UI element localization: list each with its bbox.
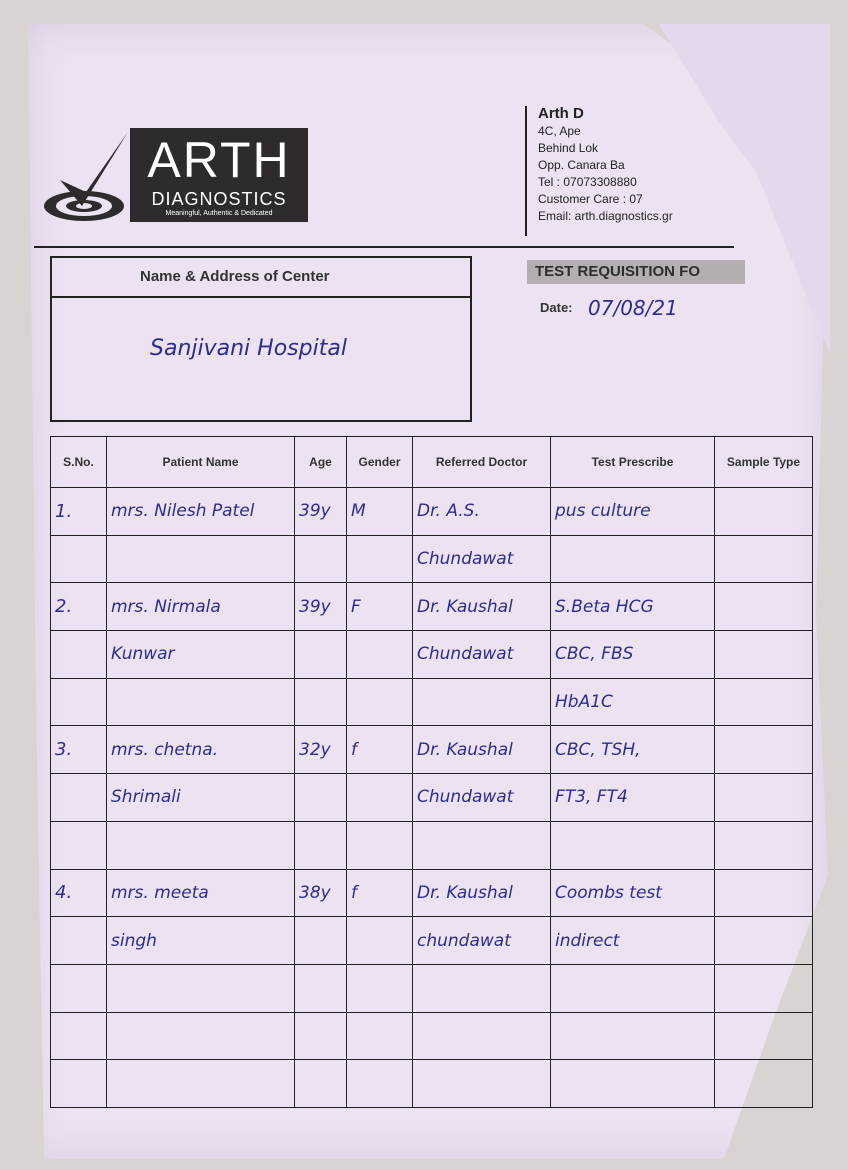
age-cell[interactable]: 38y — [295, 869, 347, 917]
referred-doctor-cell[interactable]: Chundawat — [413, 631, 551, 679]
referred-doctor-cell[interactable] — [413, 964, 551, 1012]
patient-name-cell[interactable]: mrs. chetna. — [107, 726, 295, 774]
arth-logo — [42, 128, 307, 223]
patient-name-cell[interactable] — [107, 535, 295, 583]
header-test-prescribe: Test Prescribe — [551, 437, 715, 488]
logo-name: ARTH — [147, 132, 291, 188]
age-cell[interactable]: 39y — [295, 488, 347, 536]
sno-cell[interactable] — [51, 1060, 107, 1108]
test-prescribe-cell[interactable]: S.Beta HCG — [551, 583, 715, 631]
table-row — [51, 631, 813, 679]
gender-cell[interactable] — [347, 964, 413, 1012]
patient-name-cell[interactable]: mrs. Nilesh Patel — [107, 488, 295, 536]
referred-doctor-cell[interactable] — [413, 821, 551, 869]
gender-cell[interactable] — [347, 1012, 413, 1060]
age-cell[interactable] — [295, 631, 347, 679]
center-name-field[interactable]: Sanjivani Hospital — [150, 336, 347, 361]
test-prescribe-cell[interactable]: indirect — [551, 917, 715, 965]
table-row — [51, 774, 813, 822]
header-rule — [34, 246, 734, 248]
table-row — [51, 1060, 813, 1108]
customer-care-line: Customer Care : 07 — [538, 192, 643, 206]
test-prescribe-cell[interactable]: HbA1C — [551, 678, 715, 726]
gender-cell[interactable]: f — [347, 726, 413, 774]
sno-cell[interactable] — [51, 774, 107, 822]
patient-name-cell[interactable] — [107, 821, 295, 869]
sno-cell[interactable] — [51, 631, 107, 679]
sno-cell[interactable]: 3. — [51, 726, 107, 774]
gender-cell[interactable] — [347, 1060, 413, 1108]
sample-type-cell[interactable] — [715, 917, 813, 965]
logo-wordmark — [130, 128, 308, 222]
gender-cell[interactable]: F — [347, 583, 413, 631]
table-row — [51, 917, 813, 965]
referred-doctor-cell[interactable]: Dr. A.S. — [413, 488, 551, 536]
logo-subtitle: DIAGNOSTICS — [151, 189, 287, 209]
form-title: TEST REQUISITION FO — [527, 260, 745, 284]
age-cell[interactable] — [295, 917, 347, 965]
referred-doctor-cell[interactable]: Dr. Kaushal — [413, 583, 551, 631]
header-sample-type: Sample Type — [715, 437, 813, 488]
patient-name-cell[interactable]: singh — [107, 917, 295, 965]
table-row — [51, 821, 813, 869]
test-prescribe-cell[interactable] — [551, 1060, 715, 1108]
gender-cell[interactable] — [347, 774, 413, 822]
header-divider — [525, 106, 527, 236]
target-check-icon — [42, 128, 132, 223]
age-cell[interactable] — [295, 821, 347, 869]
table-row — [51, 488, 813, 536]
test-prescribe-cell[interactable]: CBC, FBS — [551, 631, 715, 679]
table-row — [51, 535, 813, 583]
header-age: Age — [295, 437, 347, 488]
sample-type-cell[interactable] — [715, 583, 813, 631]
sample-type-cell[interactable] — [715, 488, 813, 536]
age-cell[interactable] — [295, 1012, 347, 1060]
test-prescribe-cell[interactable]: pus culture — [551, 488, 715, 536]
header-referred-doctor: Referred Doctor — [413, 437, 551, 488]
table-header-row — [51, 437, 813, 488]
patient-name-cell[interactable] — [107, 964, 295, 1012]
address-line: Behind Lok — [538, 141, 599, 155]
sno-cell[interactable] — [51, 821, 107, 869]
sno-cell[interactable] — [51, 964, 107, 1012]
referred-doctor-cell[interactable]: Chundawat — [413, 535, 551, 583]
header-sno: S.No. — [51, 437, 107, 488]
sample-type-cell[interactable] — [715, 1012, 813, 1060]
test-prescribe-cell[interactable] — [551, 1012, 715, 1060]
patient-name-cell[interactable]: mrs. Nirmala — [107, 583, 295, 631]
gender-cell[interactable]: f — [347, 869, 413, 917]
gender-cell[interactable] — [347, 678, 413, 726]
table-row — [51, 678, 813, 726]
sno-cell[interactable] — [51, 535, 107, 583]
date-label: Date: — [540, 300, 573, 315]
table-row — [51, 869, 813, 917]
age-cell[interactable]: 39y — [295, 583, 347, 631]
referred-doctor-cell[interactable]: Chundawat — [413, 774, 551, 822]
age-cell[interactable] — [295, 535, 347, 583]
age-cell[interactable] — [295, 774, 347, 822]
patient-table — [50, 436, 813, 1108]
referred-doctor-cell[interactable] — [413, 1060, 551, 1108]
sno-cell[interactable]: 2. — [51, 583, 107, 631]
table-row — [51, 964, 813, 1012]
gender-cell[interactable] — [347, 631, 413, 679]
test-prescribe-cell[interactable]: Coombs test — [551, 869, 715, 917]
gender-cell[interactable] — [347, 917, 413, 965]
patient-name-cell[interactable] — [107, 1012, 295, 1060]
patient-name-cell[interactable]: Kunwar — [107, 631, 295, 679]
referred-doctor-cell[interactable]: chundawat — [413, 917, 551, 965]
gender-cell[interactable] — [347, 821, 413, 869]
patient-name-cell[interactable]: Shrimali — [107, 774, 295, 822]
table-row — [51, 583, 813, 631]
test-prescribe-cell[interactable] — [551, 535, 715, 583]
test-prescribe-cell[interactable] — [551, 964, 715, 1012]
referred-doctor-cell[interactable] — [413, 1012, 551, 1060]
sno-cell[interactable] — [51, 917, 107, 965]
gender-cell[interactable]: M — [347, 488, 413, 536]
age-cell[interactable] — [295, 678, 347, 726]
referred-doctor-cell[interactable]: Dr. Kaushal — [413, 869, 551, 917]
sno-cell[interactable]: 4. — [51, 869, 107, 917]
date-field[interactable]: 07/08/21 — [588, 296, 678, 320]
age-cell[interactable] — [295, 964, 347, 1012]
sample-type-cell[interactable] — [715, 726, 813, 774]
sno-cell[interactable] — [51, 1012, 107, 1060]
header-gender: Gender — [347, 437, 413, 488]
gender-cell[interactable] — [347, 535, 413, 583]
contact-block — [538, 104, 673, 225]
test-prescribe-cell[interactable]: CBC, TSH, — [551, 726, 715, 774]
age-cell[interactable] — [295, 1060, 347, 1108]
sample-type-cell[interactable] — [715, 964, 813, 1012]
table-row — [51, 1012, 813, 1060]
sample-type-cell[interactable] — [715, 821, 813, 869]
logo-tagline: Meaningful, Authentic & Dedicated — [165, 210, 273, 217]
sample-type-cell[interactable] — [715, 774, 813, 822]
address-line: 4C, Ape — [538, 124, 581, 138]
sno-cell[interactable] — [51, 678, 107, 726]
referred-doctor-cell[interactable]: Dr. Kaushal — [413, 726, 551, 774]
age-cell[interactable]: 32y — [295, 726, 347, 774]
center-box — [50, 256, 472, 422]
patient-name-cell[interactable] — [107, 678, 295, 726]
sample-type-cell[interactable] — [715, 869, 813, 917]
sno-cell[interactable]: 1. — [51, 488, 107, 536]
phone-line: Tel : 07073308880 — [538, 175, 637, 189]
patient-name-cell[interactable] — [107, 1060, 295, 1108]
company-name: Arth D — [538, 105, 584, 122]
sample-type-cell[interactable] — [715, 678, 813, 726]
test-prescribe-cell[interactable] — [551, 821, 715, 869]
table-row — [51, 726, 813, 774]
referred-doctor-cell[interactable] — [413, 678, 551, 726]
header-patient-name: Patient Name — [107, 437, 295, 488]
test-prescribe-cell[interactable]: FT3, FT4 — [551, 774, 715, 822]
email-line: Email: arth.diagnostics.gr — [538, 209, 673, 223]
sample-type-cell[interactable] — [715, 535, 813, 583]
patient-name-cell[interactable]: mrs. meeta — [107, 869, 295, 917]
sample-type-cell[interactable] — [715, 631, 813, 679]
center-title: Name & Address of Center — [52, 258, 470, 298]
address-line: Opp. Canara Ba — [538, 158, 625, 172]
sample-type-cell[interactable] — [715, 1060, 813, 1108]
